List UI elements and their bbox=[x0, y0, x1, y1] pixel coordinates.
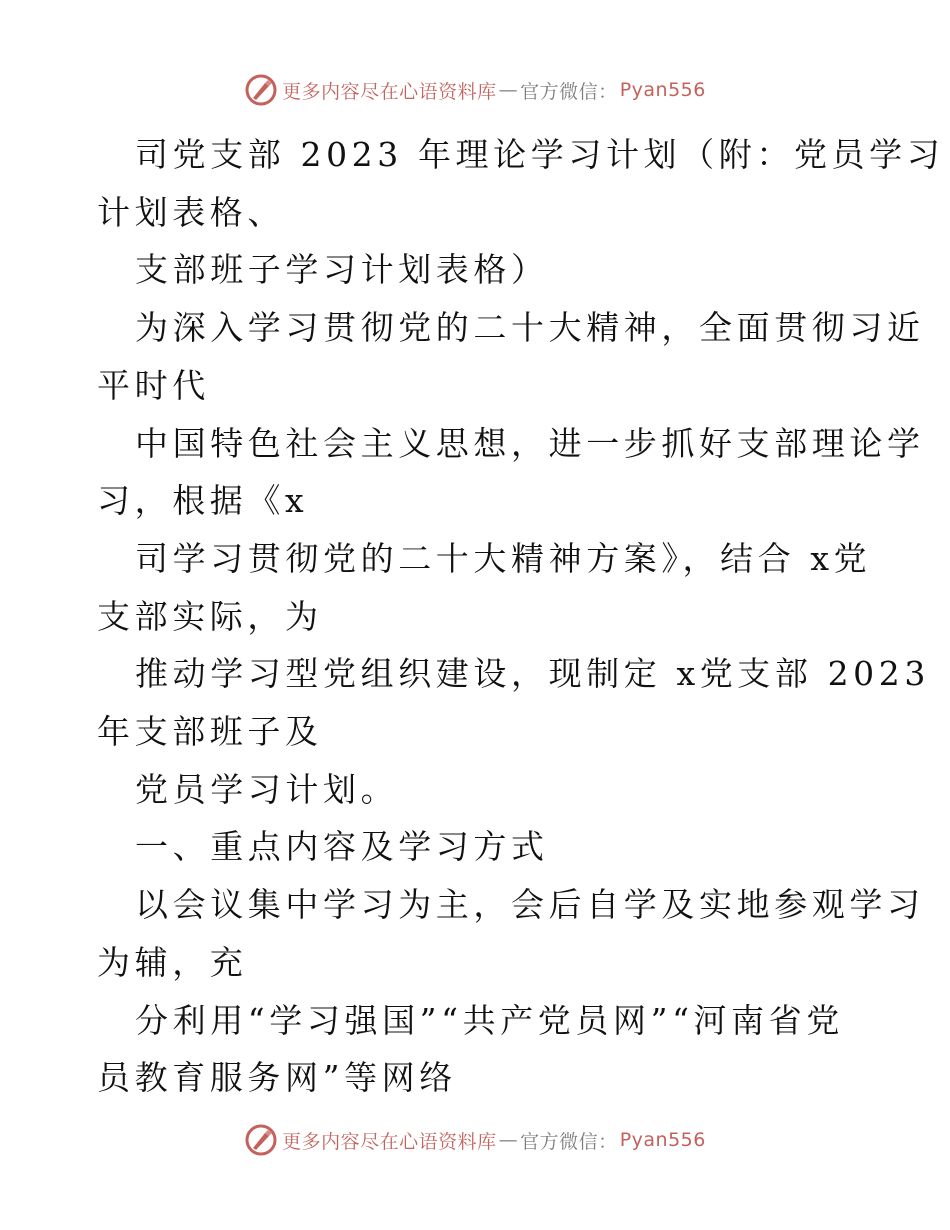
paragraph-line-continued: 平时代 bbox=[97, 365, 210, 405]
paragraph-section-2 bbox=[97, 992, 855, 1107]
footer-watermark bbox=[0, 1120, 950, 1160]
paragraph-line: 推动学习型党组织建设，现制定 x党支部 2023 bbox=[135, 654, 930, 694]
paragraph-line-continued: 计划表格、 bbox=[97, 192, 285, 232]
paragraph-intro-2 bbox=[97, 415, 925, 530]
paragraph-section-1 bbox=[97, 876, 925, 991]
paragraph-intro-1 bbox=[97, 299, 925, 414]
pen-nib-circle-icon bbox=[244, 1123, 278, 1157]
watermark-sub-text: 官方微信： bbox=[520, 1130, 618, 1153]
paragraph-line: 司党支部 2023 年理论学习计划（附：党员学习 bbox=[135, 135, 945, 174]
paragraph-line: 一、重点内容及学习方式 bbox=[135, 827, 549, 867]
paragraph-line: 中国特色社会主义思想，进一步抓好支部理论学 bbox=[135, 423, 925, 463]
watermark-handle: Pyan556 bbox=[619, 79, 706, 101]
document-body bbox=[97, 126, 945, 1107]
paragraph-line-continued: 员教育服务网”等网络 bbox=[97, 1058, 457, 1098]
watermark-main-text: 更多内容尽在心语资料库 bbox=[282, 1130, 497, 1153]
paragraph-line: 分利用“学习强国”“共产党员网”“河南省党 bbox=[135, 1000, 844, 1040]
paragraph-intro-4 bbox=[97, 645, 930, 760]
paragraph-line-continued: 为辅，充 bbox=[97, 942, 248, 982]
paragraph-line: 支部班子学习计划表格） bbox=[135, 250, 549, 290]
watermark-main-text: 更多内容尽在心语资料库 bbox=[282, 80, 497, 103]
pen-nib-circle-icon bbox=[244, 73, 278, 107]
paragraph-line: 为深入学习贯彻党的二十大精神，全面贯彻习近 bbox=[135, 308, 925, 348]
paragraph-line-continued: 习，根据《x bbox=[97, 481, 309, 521]
paragraph-line-continued: 支部实际，为 bbox=[97, 596, 323, 636]
paragraph-line: 以会议集中学习为主，会后自学及实地参观学习 bbox=[135, 885, 925, 925]
watermark-dash: — bbox=[498, 1129, 519, 1151]
header-watermark bbox=[0, 70, 950, 110]
paragraph-title bbox=[97, 126, 945, 241]
watermark-sub-text: 官方微信： bbox=[520, 80, 618, 103]
paragraph-line: 党员学习计划。 bbox=[135, 769, 399, 809]
section-heading bbox=[97, 818, 855, 876]
watermark-dash: — bbox=[498, 79, 519, 101]
paragraph-intro-5 bbox=[97, 761, 855, 819]
paragraph-line-continued: 年支部班子及 bbox=[97, 712, 323, 752]
paragraph-line: 司学习贯彻党的二十大精神方案》，结合 x党 bbox=[135, 538, 872, 578]
watermark-handle: Pyan556 bbox=[619, 1129, 706, 1151]
paragraph-title-continued bbox=[97, 241, 855, 299]
paragraph-intro-3 bbox=[97, 530, 872, 645]
